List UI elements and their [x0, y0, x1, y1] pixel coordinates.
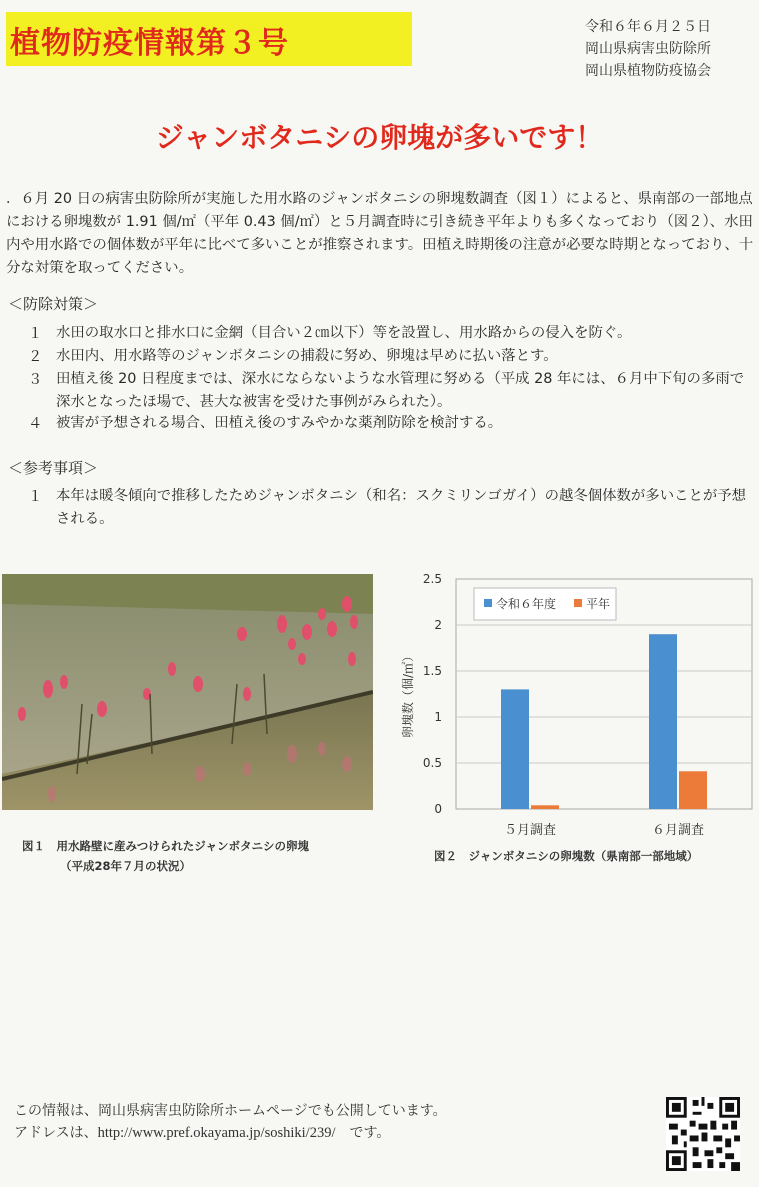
bar-average-2	[679, 771, 707, 809]
footer-line-2	[14, 1122, 447, 1144]
page-title: 植物防疫情報第３号	[10, 26, 289, 61]
legend-swatch-1	[484, 599, 492, 607]
reference-heading: ＜参考事項＞	[8, 459, 99, 477]
intro-paragraph: ．６月 20 日の病害虫防除所が実施した用水路のジャンボタニシの卵塊数調査（図１）によると、県南部の一部地点における卵塊数が 1.91 個/㎡（平年 0.43 個/㎡）と５月調査時に引き続き平年よりも多くなっており（図２）、水田内や用水路での個体数が平年に比べて多いことが推察されます。田植え時期後の注意が必要な時期となっており、十分な対策を取ってください。	[6, 191, 754, 276]
bar-current-1	[501, 689, 529, 809]
measure-item-3: 田植え後 20 日程度までは、深水にならないような水管理に努める（平成 28 年には、６月中下旬の多雨で深水となったほ場で、甚大な被害を受けた事例がみられた）。	[56, 371, 745, 410]
footer-line-1: この情報は、岡山県病害虫防除所ホームページでも公開しています。	[14, 1103, 447, 1119]
y-tick-label: 2.5	[422, 572, 442, 586]
reference-item-1: 本年は暖冬傾向で推移したためジャンボタニシ（和名：スクミリンゴガイ）の越冬個体数が多いことが予想される。	[56, 488, 747, 527]
y-tick-label: 0	[434, 802, 442, 816]
bar-average-1	[531, 805, 559, 809]
figure2-caption: 図２ ジャンボタニシの卵塊数（県南部一部地域）	[434, 849, 699, 863]
measure-item-1: 水田の取水口と排水口に金網（目合い２㎝以下）等を設置し、用水路からの侵入を防ぐ。	[56, 325, 632, 341]
snail-egg-photo	[2, 574, 373, 810]
headline: ジャンボタニシの卵塊が多いです！	[155, 121, 604, 154]
measures-heading: ＜防除対策＞	[8, 295, 99, 313]
x-tick-label: ６月調査	[651, 823, 705, 836]
measure-item-4: 被害が予想される場合、田植え後のすみやかな薬剤防除を検討する。	[56, 415, 503, 431]
measure-num-4: ４	[28, 416, 43, 432]
figure1-caption-sub: （平成28年７月の状況）	[60, 859, 192, 873]
y-tick-label: 0.5	[422, 756, 442, 770]
footer	[14, 1100, 447, 1144]
reference-num-1: １	[28, 489, 43, 505]
issue-date: 令和６年６月２５日	[585, 19, 711, 35]
issuer-1: 岡山県病害虫防除所	[585, 41, 711, 57]
legend-label-1: 令和６年度	[496, 597, 557, 611]
legend-label-2: 平年	[586, 597, 611, 611]
photo-illustration	[2, 574, 373, 810]
egg-count-chart	[400, 566, 759, 836]
y-tick-label: 1.5	[422, 664, 442, 678]
measure-num-1: １	[28, 326, 43, 342]
homepage-link[interactable]: http://www.pref.okayama.jp/soshiki/239/	[97, 1125, 336, 1141]
y-tick-label: 1	[434, 710, 442, 724]
measure-num-2: ２	[28, 349, 43, 365]
footer-suffix: です。	[335, 1125, 391, 1141]
measure-num-3: ３	[28, 372, 43, 388]
bar-current-2	[649, 634, 677, 809]
footer-prefix: アドレスは、	[14, 1125, 98, 1141]
figure1-caption: 図１ 用水路壁に産みつけられたジャンボタニシの卵塊	[22, 839, 310, 853]
measure-item-2: 水田内、用水路等のジャンボタニシの捕殺に努め、卵塊は早めに払い落とす。	[56, 348, 558, 364]
y-tick-label: 2	[434, 618, 442, 632]
legend-swatch-2	[574, 599, 582, 607]
issuer-2: 岡山県植物防疫協会	[585, 63, 711, 79]
issuer-block	[585, 16, 711, 82]
y-axis-label: 卵塊数（個/㎡）	[401, 649, 415, 739]
x-tick-label: ５月調査	[503, 823, 557, 836]
qr-code-icon[interactable]	[666, 1097, 740, 1171]
